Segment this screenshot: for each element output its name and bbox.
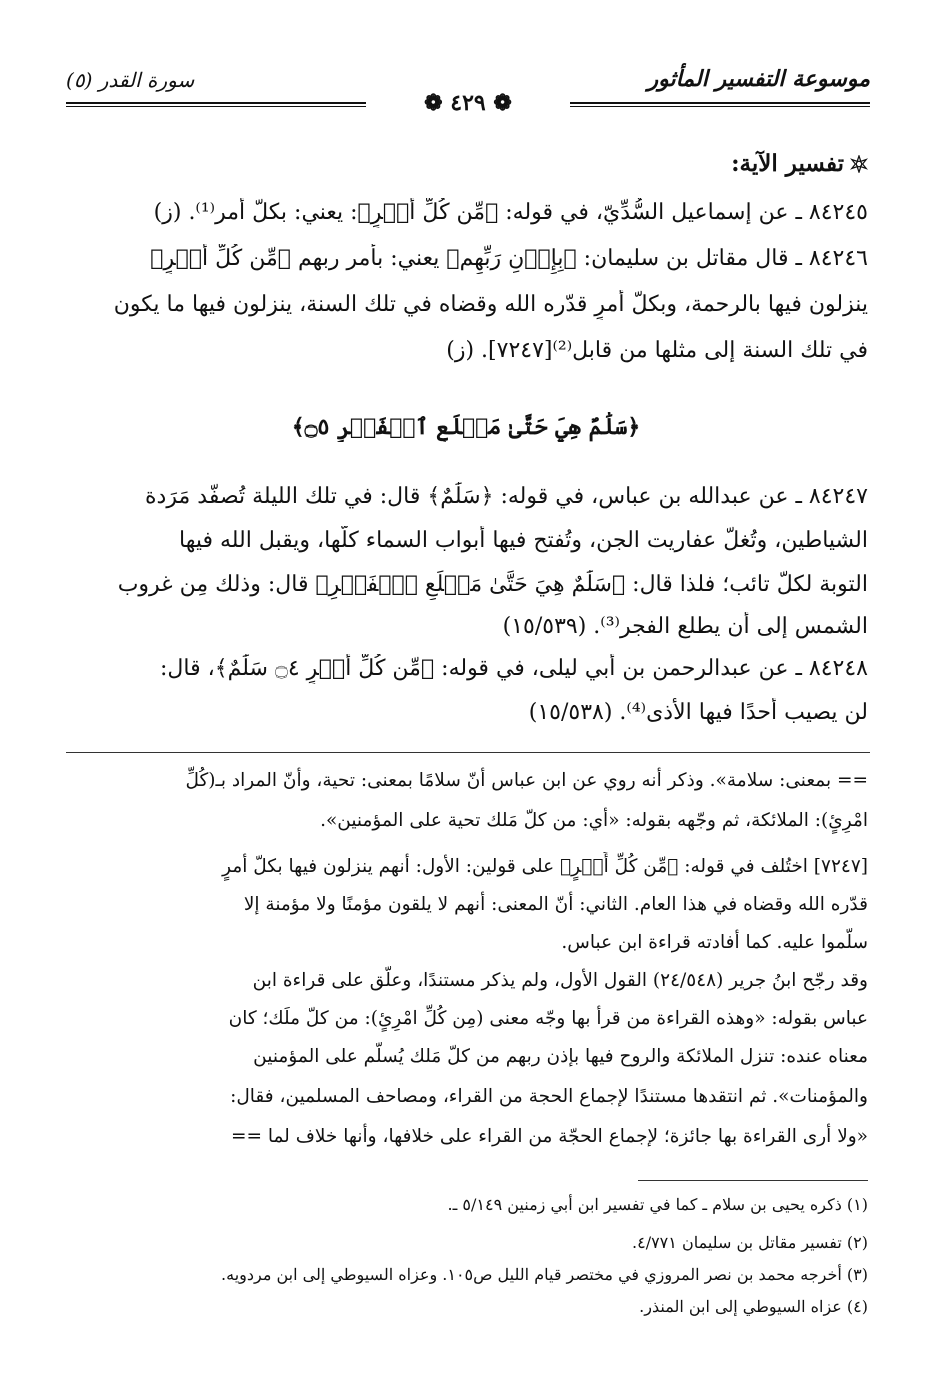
surah-name: سورة القدر (٥) bbox=[66, 68, 195, 92]
note-line-2: امْرِئٍ): الملائكة، ثم وجّهه بقوله: «أي: من كلّ مَلك تحية على المؤمنين». bbox=[320, 810, 868, 831]
header-rule-right bbox=[570, 102, 870, 107]
footnote-1: (١) ذكره يحيى بن سلام ـ كما في تفسير ابن أبي زمنين ٥/١٤٩ ـ. bbox=[447, 1195, 868, 1214]
quran-verse: ﴿سَلَٰمٌ هِيَ حَتَّىٰ مَطۡلَعِ ٱلۡفَجۡرِ ۝٥﴾ bbox=[291, 414, 641, 440]
entry-84247-line-4: الشمس إلى أن يطلع الفجر⁽³⁾. (١٥/٥٣٩) bbox=[502, 614, 868, 639]
note-line-3: [٧٢٤٧] اختُلف في قوله: ﴿مِّن كُلِّ أَمۡرٍ﴾ على قولين: الأول: أنهم ينزلون فيها بكلّ أمرٍ bbox=[222, 856, 868, 877]
note-line-1: == بمعنى: سلامة». وذكر أنه روي عن ابن عباس أنّ سلامًا بمعنى: تحية، وأنّ المراد بـ(كُلِّ bbox=[185, 770, 868, 791]
notes-divider bbox=[66, 752, 870, 753]
note-line-5: سلّموا عليه. كما أفادته قراءة ابن عباس. bbox=[561, 932, 868, 953]
page-header bbox=[66, 64, 870, 116]
entry-84248-line-2: لن يصيب أحدًا فيها الأذى⁽⁴⁾. (١٥/٥٣٨) bbox=[528, 700, 868, 725]
entry-84247-line-1: ٨٤٢٤٧ ـ عن عبدالله بن عباس، في قوله: ﴿سَلَٰمٌ﴾ قال: في تلك الليلة تُصفّد مَرَدة bbox=[145, 484, 868, 509]
header-rule-left bbox=[66, 102, 366, 107]
page-number: ❁ ٤٢٩ ❁ bbox=[424, 90, 512, 116]
entry-84248-line-1: ٨٤٢٤٨ ـ عن عبدالرحمن بن أبي ليلى، في قوله: ﴿مِّن كُلِّ أَمۡرٍ ۝٤ سَلَٰمٌ﴾، قال: bbox=[159, 656, 868, 681]
note-line-4: قدّره الله وقضاه في هذا العام. الثاني: أنّ المعنى: أنهم لا يلقون مؤمنًا ولا مؤمنة إلا bbox=[243, 894, 868, 915]
note-line-6: وقد رجّح ابنُ جرير (٢٤/٥٤٨) القول الأول، ولم يذكر مستندًا، وعلّق على قراءة ابن bbox=[252, 970, 868, 991]
note-line-9: والمؤمنات». ثم انتقدها مستندًا لإجماع الحجة من القراء، ومصاحف المسلمين، فقال: bbox=[230, 1086, 868, 1107]
footnote-rule bbox=[638, 1180, 868, 1181]
section-heading: تفسير الآية: bbox=[731, 150, 868, 177]
entry-84245-line-1: ٨٤٢٤٥ ـ عن إسماعيل السُّدِّيّ، في قوله: ﴿مِّن كُلِّ أَمۡرٍ﴾: يعني: بكلّ أمر⁽¹⁾. (ز) bbox=[153, 200, 868, 225]
note-line-8: معناه عنده: تنزل الملائكة والروح فيها بإذن ربهم من كلّ مَلك يُسلّم على المؤمنين bbox=[253, 1046, 868, 1067]
footnote-4: (٤) عزاه السيوطي إلى ابن المنذر. bbox=[639, 1297, 868, 1316]
entry-84247-line-2: الشياطين، وتُغلّ عفاريت الجن، وتُفتح فيها أبواب السماء كلّها، ويقبل الله فيها bbox=[178, 528, 868, 553]
entry-84246-line-3: في تلك السنة إلى مثلها من قابل⁽²⁾[٧٢٤٧]. (ز) bbox=[446, 338, 868, 363]
ornament-star-icon bbox=[850, 155, 868, 173]
entry-84246-line-2: ينزلون فيها بالرحمة، وبكلّ أمرٍ قدّره الله وقضاه في تلك السنة، ينزلون فيها ما يكون bbox=[113, 292, 868, 317]
footnote-3: (٣) أخرجه محمد بن نصر المروزي في مختصر قيام الليل ص١٠٥. وعزاه السيوطي إلى ابن مردويه. bbox=[221, 1265, 868, 1284]
note-line-10: «ولا أرى القراءة بها جائزة؛ لإجماع الحجّة من القراء على خلافها، وأنها خلاف لما == bbox=[230, 1126, 868, 1147]
entry-84246-line-1: ٨٤٢٤٦ ـ قال مقاتل بن سليمان: ﴿بِإِذۡنِ رَبِّهِم﴾ يعني: بأمر ربهم ﴿مِّن كُلِّ أَمۡرٍ﴾ bbox=[150, 246, 868, 271]
book-title: موسوعة التفسير المأثور bbox=[647, 66, 870, 92]
entry-84247-line-3: التوبة لكلّ تائب؛ فلذا قال: ﴿سَلَٰمٌ هِيَ حَتَّىٰ مَطۡلَعِ ٱلۡفَجۡرِ﴾ قال: وذلك مِن غروب bbox=[117, 572, 868, 597]
note-line-7: عباس بقوله: «وهذه القراءة من قرأ بها وجّه معنى (مِن كُلِّ امْرِئٍ): من كلّ ملَك؛ كان bbox=[228, 1008, 868, 1029]
footnote-2: (٢) تفسير مقاتل بن سليمان ٤/٧٧١. bbox=[632, 1233, 868, 1252]
